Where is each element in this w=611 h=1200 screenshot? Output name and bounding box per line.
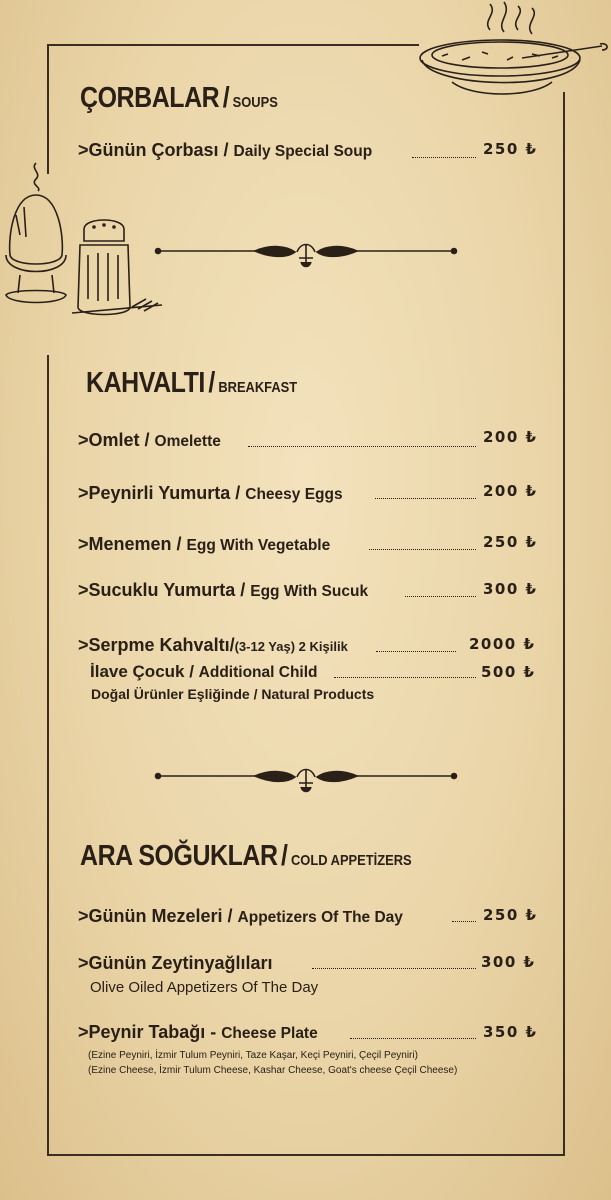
menu-item-daily-soup xyxy=(78,140,372,161)
leader-dots xyxy=(334,677,476,678)
item-price: 200 ₺ xyxy=(483,428,538,446)
item-name-tr: >Günün Mezeleri / xyxy=(78,906,238,926)
leader-dots xyxy=(350,1038,476,1039)
menu-item-omelette xyxy=(78,430,221,451)
item-price: 250 ₺ xyxy=(483,533,538,551)
menu-item-menemen xyxy=(78,534,330,555)
title-separator: / xyxy=(222,82,230,114)
leader-dots xyxy=(369,549,476,550)
menu-item-serpme-kahvalti xyxy=(78,635,348,656)
leader-dots xyxy=(412,157,476,158)
breakfast-title: KAHVALTI xyxy=(86,367,205,399)
title-separator: / xyxy=(281,840,288,872)
salt-shaker-icon xyxy=(72,215,167,325)
item-name-en: Cheesy Eggs xyxy=(245,486,343,503)
item-price: 300 ₺ xyxy=(481,953,536,971)
item-name-tr: >Omlet / xyxy=(78,430,155,450)
section-title-soups xyxy=(80,82,278,115)
item-price: 200 ₺ xyxy=(483,482,538,500)
item-price: 350 ₺ xyxy=(483,1023,538,1041)
item-name-en: Additional Child xyxy=(198,664,318,681)
leader-dots xyxy=(376,651,456,652)
item-name-tr: >Günün Çorbası / xyxy=(78,140,234,160)
cheese-list-tr: (Ezine Peyniri, İzmir Tulum Peyniri, Taze Kaşar, Keçi Peyniri, Çeçil Peyniri) xyxy=(88,1050,418,1061)
ornament-divider-icon xyxy=(155,240,457,270)
menu-item-cheesy-eggs xyxy=(78,483,343,504)
section-title-cold-appetizers xyxy=(80,840,412,873)
item-name-en: Egg With Vegetable xyxy=(186,537,331,554)
title-separator: / xyxy=(208,367,215,399)
item-name-en: Cheese Plate xyxy=(221,1025,318,1042)
item-name-tr: >Peynirli Yumurta / xyxy=(78,483,246,503)
item-name-tr: İlave Çocuk / xyxy=(90,662,199,681)
menu-item-additional-child xyxy=(90,662,318,682)
item-price: 250 ₺ xyxy=(483,140,538,158)
menu-item-zeytinyaglilar xyxy=(78,953,273,974)
frame-left-line-bottom xyxy=(47,355,49,1155)
item-price: 500 ₺ xyxy=(481,663,536,681)
frame-bottom-line xyxy=(47,1154,565,1156)
leader-dots xyxy=(375,498,476,499)
item-price: 2000 ₺ xyxy=(469,635,536,653)
item-name-en: (3-12 Yaş) 2 Kişilik xyxy=(234,639,348,654)
soups-title: ÇORBALAR xyxy=(80,82,220,114)
leader-dots xyxy=(452,921,476,922)
soup-bowl-icon xyxy=(412,0,611,100)
cheese-list-en: (Ezine Cheese, İzmir Tulum Cheese, Kashar Cheese, Goat's cheese Çeçil Cheese) xyxy=(88,1065,458,1076)
item-price: 300 ₺ xyxy=(483,580,538,598)
menu-item-appetizers-of-the-day xyxy=(78,906,403,927)
soups-subtitle: SOUPS xyxy=(232,94,278,111)
leader-dots xyxy=(248,446,476,447)
section-title-breakfast xyxy=(86,367,297,400)
leader-dots xyxy=(405,596,476,597)
ornament-divider-icon-2 xyxy=(155,765,457,795)
menu-item-sucuklu-yumurta xyxy=(78,580,368,601)
leader-dots xyxy=(312,968,476,969)
item-name-tr: >Serpme Kahvaltı/ xyxy=(78,635,235,655)
item-name-tr: >Menemen / xyxy=(78,534,187,554)
item-name-en: Appetizers Of The Day xyxy=(237,909,403,926)
frame-right-line xyxy=(563,92,565,1155)
menu-item-cheese-plate xyxy=(78,1022,318,1043)
cold-title: ARA SOĞUKLAR xyxy=(80,840,278,872)
item-name-en: Daily Special Soup xyxy=(233,143,373,160)
item-name-tr: >Günün Zeytinyağlıları xyxy=(78,953,273,973)
item-name-en: Egg With Sucuk xyxy=(250,583,369,600)
item-name-tr: >Sucuklu Yumurta / xyxy=(78,580,251,600)
item-name-tr: >Peynir Tabağı - xyxy=(78,1022,222,1042)
cold-subtitle: COLD APPETİZERS xyxy=(290,852,412,869)
frame-top-line xyxy=(47,44,419,46)
breakfast-note: Doğal Ürünler Eşliğinde / Natural Products xyxy=(91,686,375,702)
breakfast-subtitle: BREAKFAST xyxy=(218,379,298,396)
item-name-en: Omelette xyxy=(154,433,221,450)
item-price: 250 ₺ xyxy=(483,906,538,924)
egg-cup-icon xyxy=(0,155,75,315)
zeytinyagli-english-note: Olive Oiled Appetizers Of The Day xyxy=(90,979,319,996)
